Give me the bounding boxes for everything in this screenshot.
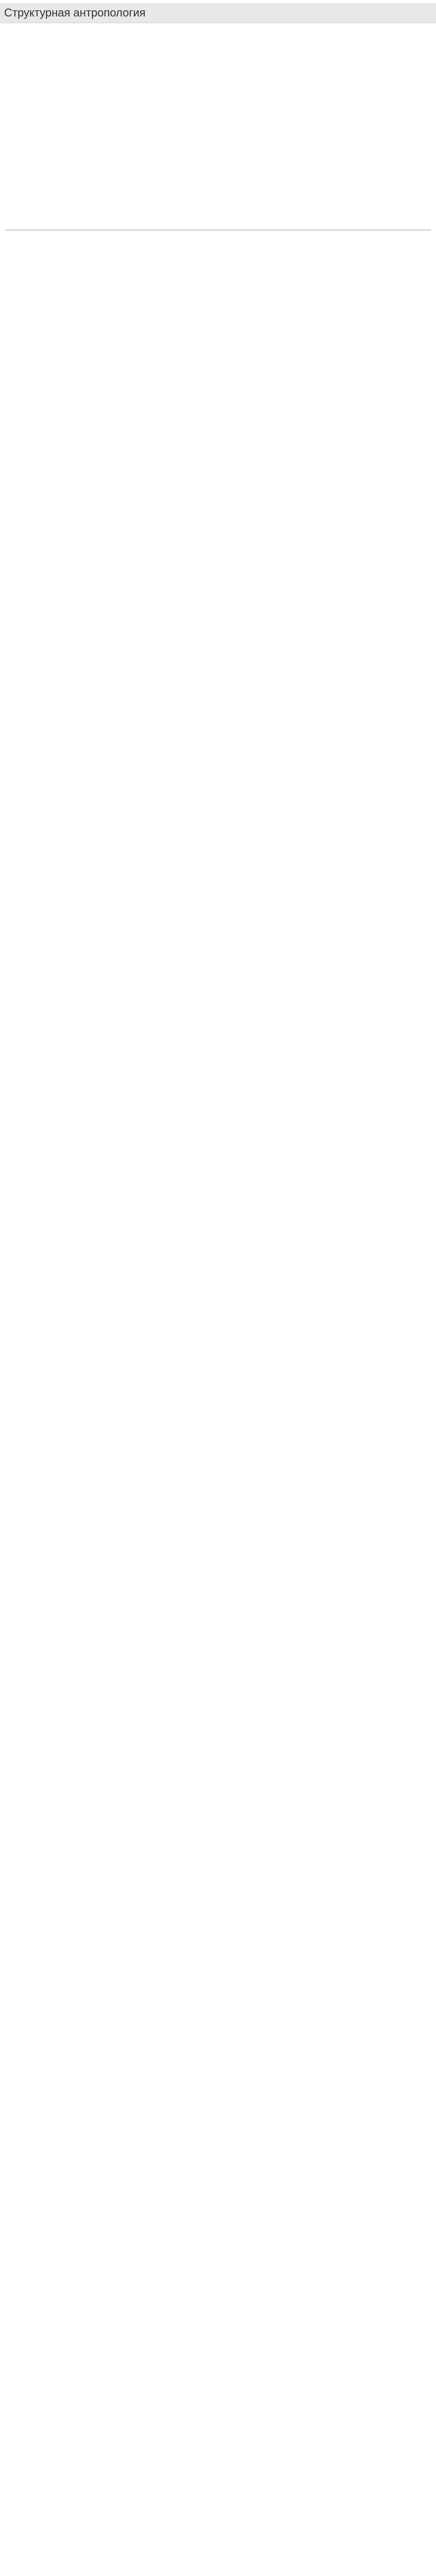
paragraph-10 xyxy=(5,209,431,219)
paragraph-1 xyxy=(5,28,431,39)
paragraph-2 xyxy=(5,48,431,59)
paragraph-7 xyxy=(5,149,431,160)
article-body xyxy=(5,28,431,271)
title-bar xyxy=(0,3,436,23)
paragraph-3 xyxy=(5,69,431,79)
paragraph-8 xyxy=(5,168,431,179)
paragraph-12 xyxy=(5,261,431,272)
page xyxy=(0,0,436,301)
paragraph-9 xyxy=(5,189,431,199)
paragraph-11 xyxy=(5,241,431,251)
paragraph-4 xyxy=(5,89,431,99)
paragraph-6 xyxy=(5,129,431,140)
paragraph-5 xyxy=(5,109,431,120)
page-title: Структурная антропология xyxy=(4,6,146,19)
